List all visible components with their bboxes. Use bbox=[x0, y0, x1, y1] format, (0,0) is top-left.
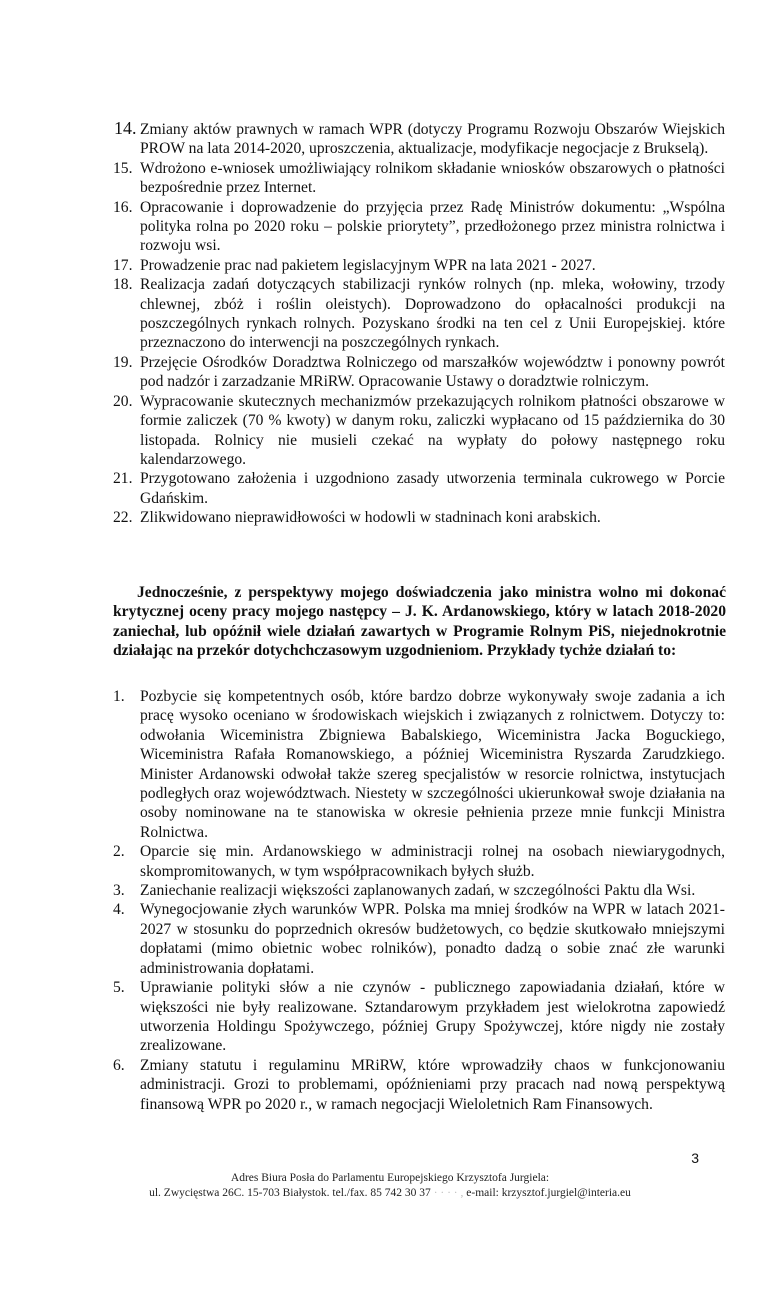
list-item-number: 3. bbox=[113, 882, 125, 900]
list-item-text: Wypracowanie skutecznych mechanizmów przekazujących rolnikom płatności obszarowe w formie zaliczek (70 % kwoty) w danym roku, zaliczki wypłacano od 15 października do 30 listopada. Rolnicy nie musieli czekać na wypłaty do połowy następnego roku kalendarzowego. bbox=[140, 392, 725, 468]
list-item-number: 19. bbox=[113, 353, 133, 371]
achievement-item bbox=[113, 353, 725, 392]
list-item-text: Zmiany statutu i regulaminu MRiRW, które wprowadziły chaos w funkcjonowaniu administracji. Grozi to problemami, opóźnieniami przy pracach nad nową perspektywą finansową WPR po 2020 r., w ramach negocjacji Wieloletnich Ram Finansowych. bbox=[140, 1056, 725, 1113]
office-address-footer bbox=[0, 1171, 780, 1201]
list-item-number: 21. bbox=[113, 470, 133, 488]
list-item-number: 14. bbox=[114, 118, 137, 138]
critique-item bbox=[113, 978, 725, 1056]
footer-heading: Adres Biura Posła do Parlamentu Europejskiego Krzysztofa Jurgiela: bbox=[230, 1172, 550, 1184]
list-item-number: 16. bbox=[113, 198, 133, 216]
critique-list bbox=[113, 687, 725, 1114]
list-item-text: Opracowanie i doprowadzenie do przyjęcia przez Radę Ministrów dokumentu: „Wspólna polityka rolna po 2020 roku – polskie priorytety”, przedłożonego przez ministra rolnictwa i rozwoju wsi. bbox=[140, 198, 725, 255]
list-item-text: Zmiany aktów prawnych w ramach WPR (dotyczy Programu Rozwoju Obszarów Wiejskich PROW na lata 2014-2020, uproszczenia, aktualizacje, modyfikacje negocjacje z Brukselą). bbox=[140, 121, 725, 158]
list-item-text: Uprawianie polityki słów a nie czynów - publicznego zapowiadania działań, które w większości nie były realizowane. Sztandarowym przykładem jest wielokrotna zapowiedź utworzenia Holdingu Spożywczego, później Grupy Spożywczej, które nigdy nie zostały zrealizowane. bbox=[140, 979, 725, 1055]
achievement-item bbox=[113, 508, 725, 527]
list-item-number: 22. bbox=[113, 509, 133, 527]
page-number: 3 bbox=[691, 1150, 699, 1166]
critique-item bbox=[113, 900, 725, 978]
footer-email: e-mail: krzysztof.jurgiel@interia.eu bbox=[466, 1187, 631, 1199]
list-item-text: Przejęcie Ośrodków Doradztwa Rolniczego od marszałków województw i ponowny powrót pod nadzór i zarzadzanie MRiRW. Opracowanie Ustawy o doradztwie rolniczym. bbox=[140, 353, 725, 391]
list-item-text: Wdrożono e-wniosek umożliwiający rolnikom składanie wniosków obszarowych o płatności bezpośrednie przez Internet. bbox=[140, 159, 725, 197]
footer-contact-line bbox=[0, 1186, 780, 1201]
list-item-text: Przygotowano założenia i uzgodniono zasady utworzenia terminala cukrowego w Porcie Gdańskim. bbox=[140, 470, 725, 507]
list-item-number: 20. bbox=[113, 392, 133, 410]
list-item-text: Zlikwidowano nieprawidłowości w hodowli w stadninach koni arabskich. bbox=[140, 509, 601, 527]
achievement-item bbox=[113, 256, 725, 275]
list-item-text: Pozbycie się kompetentnych osób, które bardzo dobrze wykonywały swoje zadania a ich pracę wysoko oceniano w środowiskach wiejskich i związanych z rolnictwem. Dotyczy to: odwołania Wiceministra Zbigniewa Babalskiego, Wiceministra Jacka Boguckiego, Wiceministra Rafała Romanowskiego, a później Wiceministra Ryszarda Zarudzkiego. Minister Ardanowski odwołał także szereg specjalistów w resorcie rolnictwa, instytucjach podległych oraz województwach. Niestety w szczególności ukierunkował swoje działania na osoby nominowane na te stanowiska w okresie pełnienia przeze mnie funkcji Ministra Rolnictwa. bbox=[140, 688, 725, 841]
footer-address-phone: ul. Zwycięstwa 26C. 15-703 Białystok. tel./fax. 85 742 30 37 bbox=[149, 1187, 431, 1199]
list-item-number: 1. bbox=[113, 688, 125, 705]
achievement-item bbox=[113, 392, 725, 470]
list-item-text: Oparcie się min. Ardanowskiego w administracji rolnej na osobach niewiarygodnych, skompromitowanych, w tym współpracownikach byłych służb. bbox=[140, 843, 725, 880]
achievement-item bbox=[113, 159, 725, 198]
achievements-list bbox=[113, 120, 725, 528]
list-item-number: 17. bbox=[113, 256, 133, 274]
list-item-number: 18. bbox=[113, 276, 133, 294]
list-item-number: 2. bbox=[113, 843, 125, 861]
achievement-item bbox=[113, 469, 725, 508]
footer-smudge: · · · · , bbox=[433, 1187, 464, 1199]
critique-item bbox=[113, 881, 725, 900]
critique-intro-paragraph: Jednocześnie, z perspektywy mojego doświadczenia jako ministra wolno mi dokonać krytycznej oceny pracy mojego następcy – J. K. Ardanowskiego, który w latach 2018-2020 zaniechał, lub opóźnił wiele działań zawartych w Programie Rolnym PiS, niejednokrotnie działając na przekór dotychchczasowym uzgodnieniom. Przykłady tychże działań to: bbox=[113, 584, 726, 660]
critique-item bbox=[113, 687, 725, 842]
list-item-number: 6. bbox=[113, 1056, 125, 1074]
list-item-text: Zaniechanie realizacji większości zaplanowanych zadań, w szczególności Paktu dla Wsi. bbox=[140, 882, 696, 900]
list-item-text: Wynegocjowanie złych warunków WPR. Polska ma mniej środków na WPR w latach 2021-2027 w stosunku do poprzednich okresów budżetowych, co będzie skutkowało mniejszymi dopłatami (mimo obietnic wobec rolników), ponadto dadzą o sobie znać złe warunki administrowania dopłatami. bbox=[140, 901, 725, 977]
critique-item bbox=[113, 842, 725, 881]
list-item-text: Prowadzenie prac nad pakietem legislacyjnym WPR na lata 2021 - 2027. bbox=[140, 256, 596, 274]
achievement-item bbox=[113, 275, 725, 353]
list-item-number: 15. bbox=[113, 159, 133, 177]
list-item-number: 4. bbox=[113, 901, 125, 919]
achievement-item bbox=[113, 198, 725, 256]
list-item-text: Realizacja zadań dotyczących stabilizacji rynków rolnych (np. mleka, wołowiny, trzody chlewnej, zbóż i roślin oleistych). Doprowadzono do opłacalności produkcji na poszczególnych rynkach rolnych. Pozyskano środki na ten cel z Unii Europejskiej. które przeznaczono do interwencji na poszczególnych rynkach. bbox=[140, 276, 725, 352]
critique-item bbox=[113, 1056, 725, 1114]
achievement-item bbox=[113, 120, 725, 159]
list-item-number: 5. bbox=[113, 979, 125, 997]
